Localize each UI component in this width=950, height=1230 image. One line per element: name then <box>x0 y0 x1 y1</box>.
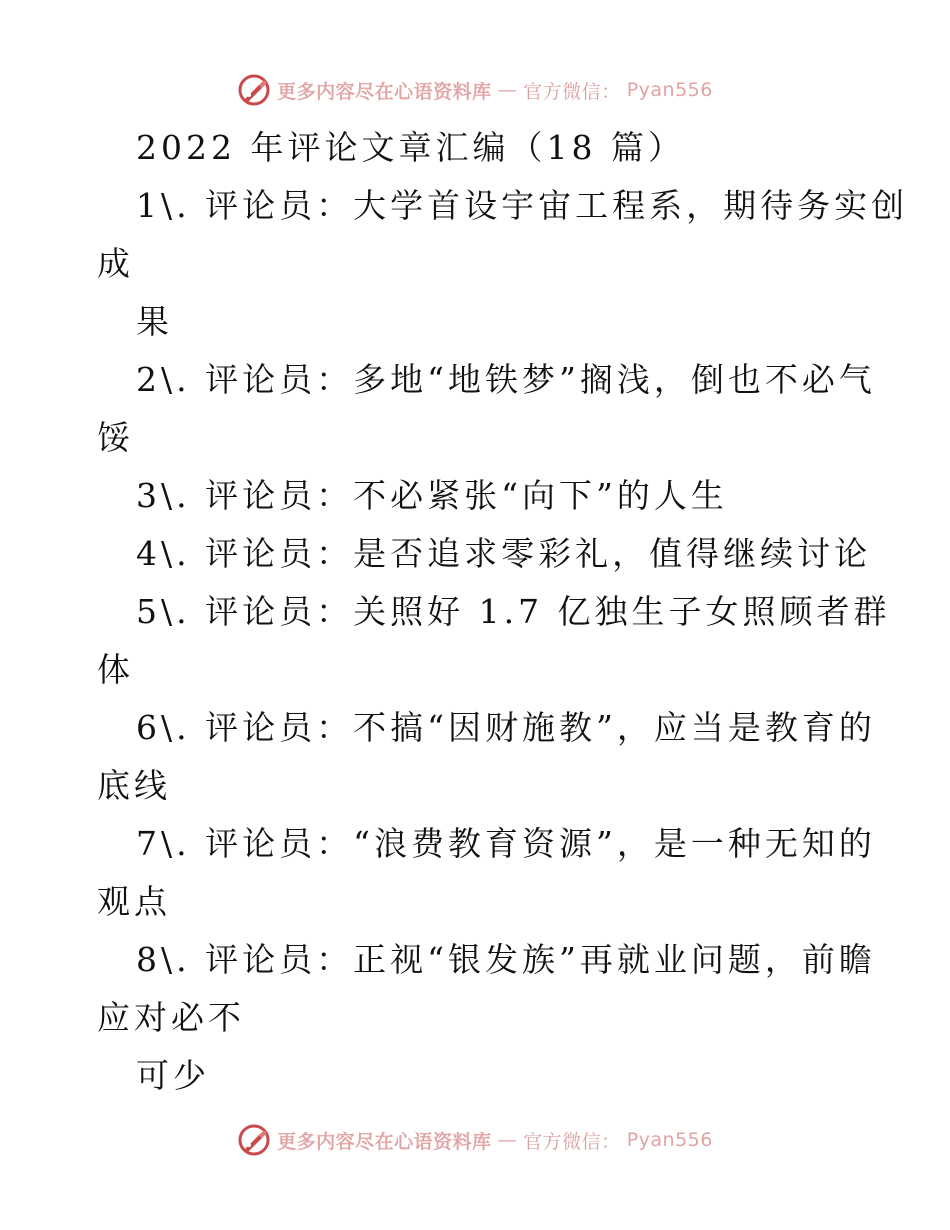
banner-wechat-handle: Pyan556 <box>626 79 713 101</box>
list-item: 6\. 评论员：不搞“因财施教”，应当是教育的 <box>136 708 876 747</box>
banner-brand-text: 更多内容尽在心语资料库 <box>277 1130 492 1153</box>
list-item: 1\. 评论员：大学首设宇宙工程系，期待务实创 <box>136 186 909 225</box>
list-item-continuation: 馁 <box>97 418 134 457</box>
header-banner <box>0 70 950 110</box>
banner-label: 官方微信： <box>523 80 621 103</box>
list-item: 8\. 评论员：正视“银发族”再就业问题，前瞻 <box>136 940 876 979</box>
banner-brand-text: 更多内容尽在心语资料库 <box>277 80 492 103</box>
banner-dash: — <box>497 1129 518 1151</box>
banner-dash: — <box>497 79 518 101</box>
list-item: 4\. 评论员：是否追求零彩礼，值得继续讨论 <box>136 534 872 573</box>
pen-logo-icon <box>237 1123 271 1157</box>
list-item-continuation: 体 <box>97 650 134 689</box>
list-item-continuation: 应对必不 <box>97 998 245 1037</box>
list-item: 5\. 评论员：关照好 1.7 亿独生子女照顾者群 <box>136 592 891 631</box>
list-item-continuation: 成 <box>97 244 134 283</box>
list-item-continuation: 观点 <box>97 882 171 921</box>
pen-logo-icon <box>237 73 271 107</box>
list-item-continuation: 可少 <box>136 1056 210 1095</box>
list-item: 2\. 评论员：多地“地铁梦”搁浅，倒也不必气 <box>136 360 876 399</box>
footer-banner <box>0 1120 950 1160</box>
list-item-continuation: 果 <box>136 302 173 341</box>
banner-wechat-handle: Pyan556 <box>626 1129 713 1151</box>
document-title: 2022 年评论文章汇编（18 篇） <box>136 128 685 167</box>
list-item: 3\. 评论员：不必紧张“向下”的人生 <box>136 476 728 515</box>
banner-label: 官方微信： <box>523 1130 621 1153</box>
list-item-continuation: 底线 <box>97 766 171 805</box>
list-item: 7\. 评论员：“浪费教育资源”，是一种无知的 <box>136 824 876 863</box>
